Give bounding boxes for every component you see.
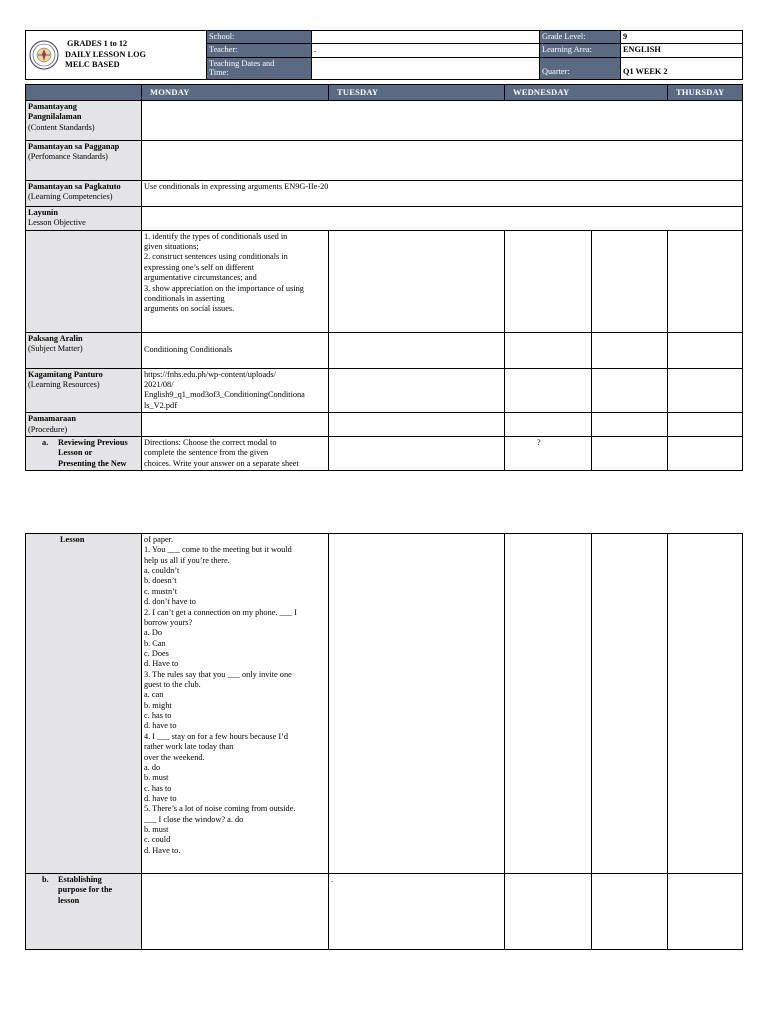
subject-matter-thursday xyxy=(592,332,668,368)
performance-standards-title: Pamantayan sa Pagganap xyxy=(28,142,120,151)
header-title-line-2: DAILY LESSON LOG xyxy=(65,49,146,59)
procedure-label xyxy=(26,413,142,437)
quiz-line: rather work late today than xyxy=(144,742,234,752)
quiz-line: a. can xyxy=(144,690,164,700)
quiz-line: 2. I can’t get a connection on my phone. ___ I xyxy=(144,607,297,617)
quiz-line: b. must xyxy=(144,773,169,783)
objective-detail-label xyxy=(26,230,142,332)
learning-resources-label xyxy=(26,368,142,412)
content-standards-title-1: Pamantayang xyxy=(28,102,77,111)
resource-line: ls_V2.pdf xyxy=(144,400,177,410)
resource-line: English9_q1_mod3of3_ConditioningConditiona xyxy=(144,390,305,400)
performance-standards-label xyxy=(26,141,142,181)
quiz-line: c. could xyxy=(144,835,171,845)
learning-resources-friday xyxy=(668,368,743,412)
teaching-dates-label-line-2: Time: xyxy=(209,67,229,77)
quiz-monday xyxy=(142,534,329,874)
content-standards-label xyxy=(26,101,142,141)
objective-wednesday xyxy=(505,230,592,332)
quiz-friday xyxy=(668,534,743,874)
purpose-wednesday xyxy=(505,874,592,950)
subject-matter-tuesday xyxy=(329,332,505,368)
objective-thursday xyxy=(592,230,668,332)
objective-line: given situations; xyxy=(144,242,199,252)
quiz-line: b. must xyxy=(144,825,169,835)
quiz-line: b. doesn’t xyxy=(144,576,177,586)
procedure-wednesday xyxy=(505,413,592,437)
reviewing-wednesday: ? xyxy=(505,436,592,470)
reviewing-friday xyxy=(668,436,743,470)
establishing-purpose-label xyxy=(26,874,142,950)
header-table xyxy=(25,30,743,80)
reviewing-title-line: Lesson or xyxy=(58,448,93,458)
objective-line: argumentative circumstances; and xyxy=(144,273,257,283)
quiz-line: b. Can xyxy=(144,638,166,648)
learning-area-value: ENGLISH xyxy=(621,44,743,57)
day-header-tuesday: TUESDAY xyxy=(329,85,505,101)
quiz-line: a. couldn’t xyxy=(144,566,180,576)
header-title-cell xyxy=(26,31,207,80)
reviewing-thursday xyxy=(592,436,668,470)
quiz-line: d. Have to xyxy=(144,659,179,669)
quiz-line: help us all if you’re there. xyxy=(144,555,230,565)
learning-resources-title: Kagamitang Panturo xyxy=(28,369,103,379)
quiz-line: b. might xyxy=(144,700,172,710)
objective-friday xyxy=(668,230,743,332)
quiz-line: ___ I close the window? a. do xyxy=(144,814,244,824)
days-header-corner xyxy=(26,85,142,101)
review-text-line: complete the sentence from the given xyxy=(144,448,269,458)
quiz-line: d. have to xyxy=(144,721,177,731)
header-title-line-3: MELC BASED xyxy=(65,60,120,70)
lesson-log-table-page2 xyxy=(25,533,743,950)
quiz-line: 5. There’s a lot of noise coming from outside. xyxy=(144,804,296,814)
learning-competencies-title: Pamantayan sa Pagkatuto xyxy=(28,182,121,191)
performance-standards-subtitle: (Perfomance Standards) xyxy=(28,152,108,162)
resource-line: 2021/08/ xyxy=(144,380,174,390)
quiz-line: a. do xyxy=(144,762,161,772)
reviewing-monday xyxy=(142,436,329,470)
lesson-objective-header-value xyxy=(142,207,743,231)
objective-line: 1. identify the types of conditionals used in xyxy=(144,231,288,241)
purpose-title-line: purpose for the xyxy=(58,885,113,895)
content-standards-title-2: Pangnilalaman xyxy=(28,112,82,122)
quiz-line: a. Do xyxy=(144,628,162,638)
learning-competencies-value: Use conditionals in expressing arguments EN9G-IIe-20 xyxy=(142,181,743,207)
teacher-value: . xyxy=(312,44,540,57)
day-header-monday: MONDAY xyxy=(142,85,329,101)
quiz-line: of paper. xyxy=(144,535,174,544)
purpose-thursday xyxy=(592,874,668,950)
lesson-objective-label xyxy=(26,207,142,231)
day-header-thursday: THURSDAY xyxy=(668,85,743,101)
quiz-line: over the weekend. xyxy=(144,752,205,762)
lesson-continued-label: Lesson xyxy=(26,534,142,874)
objective-line: arguments on social issues. xyxy=(144,304,235,314)
procedure-title: Pamamaraan xyxy=(28,414,76,424)
day-header-wednesday: WEDNESDAY xyxy=(505,85,668,101)
learning-resources-wednesday xyxy=(505,368,592,412)
quarter-label: Quarter: xyxy=(540,57,621,79)
procedure-monday xyxy=(142,413,329,437)
content-standards-value xyxy=(142,101,743,141)
learning-resources-thursday xyxy=(592,368,668,412)
reviewing-previous-label xyxy=(26,436,142,470)
purpose-letter: b. xyxy=(42,875,49,884)
lesson-objective-title: Layunin xyxy=(28,208,58,217)
quiz-line: guest to the club. xyxy=(144,680,201,690)
learning-resources-monday xyxy=(142,368,329,412)
purpose-friday xyxy=(668,874,743,950)
reviewing-letter: a. xyxy=(42,437,49,447)
subject-matter-friday xyxy=(668,332,743,368)
procedure-thursday xyxy=(592,413,668,437)
quiz-line: c. has to xyxy=(144,783,172,793)
purpose-tuesday: . xyxy=(329,874,505,950)
reviewing-title-line: Presenting the New xyxy=(58,458,127,468)
quiz-tuesday xyxy=(329,534,505,874)
learning-resources-subtitle: (Learning Resources) xyxy=(28,380,100,390)
quiz-wednesday xyxy=(505,534,592,874)
purpose-monday xyxy=(142,874,329,950)
teacher-label: Teacher: xyxy=(207,44,312,57)
teaching-dates-label xyxy=(207,57,312,79)
objective-monday xyxy=(142,230,329,332)
header-title-line-1: GRADES 1 to 12 xyxy=(67,39,128,49)
quiz-line: borrow yours? xyxy=(144,617,193,627)
quiz-line: 1. You ___ come to the meeting but it would xyxy=(144,545,292,555)
quiz-line: c. Does xyxy=(144,648,169,658)
review-text-line: choices. Write your answer on a separate sheet xyxy=(144,458,299,468)
subject-matter-title: Paksang Aralin xyxy=(28,333,83,343)
objective-tuesday xyxy=(329,230,505,332)
lesson-log-table-page1 xyxy=(25,84,743,471)
objective-line: 2. construct sentences using conditionals in xyxy=(144,252,288,262)
quiz-line: d. don’t have to xyxy=(144,597,196,607)
quiz-thursday xyxy=(592,534,668,874)
subject-matter-label xyxy=(26,332,142,368)
learning-competencies-subtitle: (Learning Competencies) xyxy=(28,192,113,202)
objective-line: conditionals in asserting xyxy=(144,293,225,303)
quiz-line: c. has to xyxy=(144,711,172,721)
learning-area-label: Learning Area: xyxy=(540,44,621,57)
purpose-title-line: lesson xyxy=(58,895,80,905)
grade-level-value: 9 xyxy=(621,31,743,44)
teaching-dates-value xyxy=(312,57,540,79)
procedure-tuesday xyxy=(329,413,505,437)
quiz-line: c. mustn’t xyxy=(144,586,178,596)
procedure-subtitle: (Procedure) xyxy=(28,424,68,434)
content-standards-subtitle: (Content Standards) xyxy=(28,122,95,132)
school-label: School: xyxy=(207,31,312,44)
performance-standards-value xyxy=(142,141,743,181)
objective-line: expressing one’s self on different xyxy=(144,262,254,272)
lesson-objective-subtitle: Lesson Objective xyxy=(28,218,86,228)
quiz-line: d. have to xyxy=(144,793,177,803)
learning-competencies-label xyxy=(26,181,142,207)
grade-level-label: Grade Level: xyxy=(540,31,621,44)
resource-line: https://fnhs.edu.ph/wp-content/uploads/ xyxy=(144,369,276,379)
quiz-line: 3. The rules say that you ___ only invite one xyxy=(144,669,292,679)
learning-resources-tuesday xyxy=(329,368,505,412)
review-text-line: Directions: Choose the correct modal to xyxy=(144,437,277,447)
subject-matter-monday: Conditioning Conditionals xyxy=(142,332,329,368)
teaching-dates-label-line-1: Teaching Dates and xyxy=(209,58,275,68)
purpose-title-line: Establishing xyxy=(58,875,102,884)
subject-matter-wednesday xyxy=(505,332,592,368)
objective-line: 3. show appreciation on the importance of using xyxy=(144,283,304,293)
quarter-value: Q1 WEEK 2 xyxy=(621,57,743,79)
quiz-line: 4. I ___ stay on for a few hours because I’d xyxy=(144,731,288,741)
quiz-line: d. Have to. xyxy=(144,845,181,855)
reviewing-title-line: Reviewing Previous xyxy=(58,437,128,447)
reviewing-tuesday xyxy=(329,436,505,470)
school-value xyxy=(312,31,540,44)
subject-matter-subtitle: (Subject Matter) xyxy=(28,344,83,354)
deped-seal-icon xyxy=(29,40,59,70)
procedure-friday xyxy=(668,413,743,437)
